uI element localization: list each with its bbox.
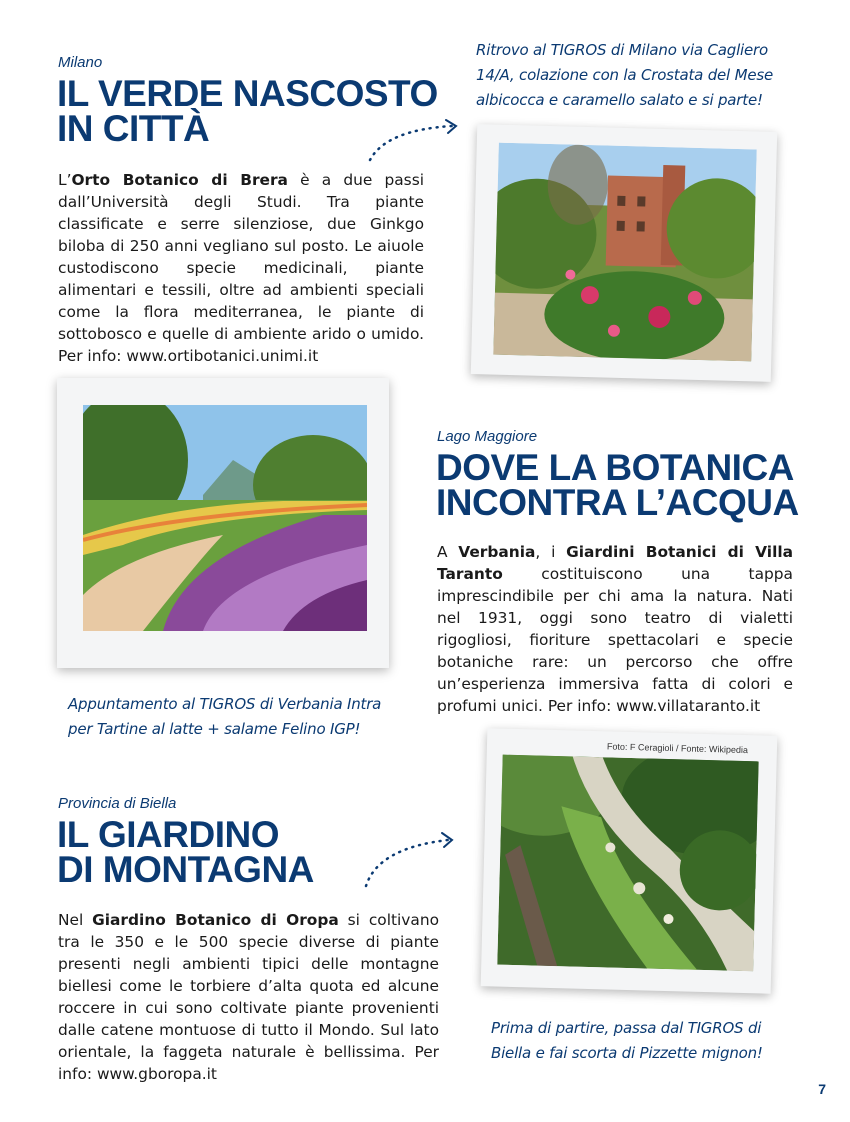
photo-giardino-oropa — [481, 728, 778, 994]
section1-note — [476, 38, 773, 113]
section1-body-p2: è a due passi dall’Università degli Studi. Tra piante classificate e serre silenziose, due Ginkgo biloba di 250 anni vegliano sul posto. Le aiuole custodiscono specie medicinali, piante alimentari e tessili, oltre ad ambienti speciali come la flora mediterranea, le piante di sottobosco e quelle di ambiente arido o umido. Per info: www.ortibotanici.unimi.it — [58, 171, 424, 365]
section3-kicker: Provincia di Biella — [58, 795, 177, 812]
section3-body-p1: Nel — [58, 911, 93, 929]
section2-note-line2: per Tartine al latte + salame Felino IGP! — [68, 720, 361, 738]
section2-body-p2: , i — [535, 543, 567, 561]
section3-body-bold1: Giardino Botanico di Oropa — [92, 911, 339, 929]
section2-note-line1: Appuntamento al TIGROS di Verbania Intra — [68, 695, 382, 713]
section3-title-line2: DI MONTAGNA — [57, 849, 314, 890]
section3-note — [491, 1016, 763, 1066]
section1-note-line3: albicocca e caramello salato e si parte! — [476, 91, 763, 109]
photo-orto-botanico-brera — [471, 124, 777, 382]
photo-brera-image — [493, 143, 756, 362]
section1-note-line2: 14/A, colazione con la Crostata del Mese — [476, 66, 773, 84]
section2-note — [68, 692, 381, 742]
photo-villa-taranto — [57, 378, 389, 668]
section2-kicker: Lago Maggiore — [437, 428, 538, 445]
section1-body-bold1: Orto Botanico di Brera — [71, 171, 288, 189]
section1-title-line1: IL VERDE NASCOSTO — [57, 73, 438, 114]
photo-credit: Foto: F Ceragioli / Fonte: Wikipedia — [606, 741, 749, 756]
section3-note-line1: Prima di partire, passa dal TIGROS di — [491, 1019, 762, 1037]
section2-title-line2: INCONTRA L’ACQUA — [436, 482, 799, 523]
section2-title — [436, 447, 799, 523]
section2-body-bold1: Verbania — [458, 543, 536, 561]
photo-oropa-image — [497, 755, 758, 972]
section3-body-p2: si coltivano tra le 350 e le 500 specie diverse di piante presenti negli ambienti tipici delle montagne biellesi come le torbiere d’alta quota ed alcune roccere in cui sono coltivate piante provenienti dalle catene montuose di tutto il Mondo. Sul lato orientale, la faggeta naturale è bellissima. Per info: www.gboropa.it — [58, 911, 439, 1083]
section1-title-line2: IN CITTÀ — [57, 108, 210, 149]
section2-body-p1: A — [437, 543, 459, 561]
section1-body-p1: L’ — [58, 171, 72, 189]
dotted-arrow-icon-2 — [360, 830, 460, 890]
section2-title-line1: DOVE LA BOTANICA — [436, 447, 794, 488]
page-number: 7 — [818, 1081, 826, 1097]
section1-body — [58, 169, 424, 367]
section2-body-bold2: Giardini Botanici di Villa Taranto — [437, 543, 794, 583]
section3-body — [58, 909, 439, 1085]
section3-title-line1: IL GIARDINO — [57, 814, 279, 855]
dotted-arrow-icon — [364, 114, 464, 164]
section1-note-line1: Ritrovo al TIGROS di Milano via Cagliero — [476, 41, 768, 59]
section2-body-p3: costituiscono una tappa imprescindibile per chi ama la natura. Nati nel 1931, oggi sono teatro di vialetti rigogliosi, fioriture spettacolari e specie botaniche rare: un percorso che offre un’esperienza immersiva fatta di colori e profumi unici. Per info: www.villataranto.it — [437, 565, 793, 715]
section1-kicker: Milano — [58, 54, 103, 71]
section3-note-line2: Biella e fai scorta di Pizzette mignon! — [491, 1044, 763, 1062]
section2-body — [437, 541, 793, 717]
photo-villa-taranto-image — [83, 405, 367, 631]
section3-title — [57, 814, 314, 890]
